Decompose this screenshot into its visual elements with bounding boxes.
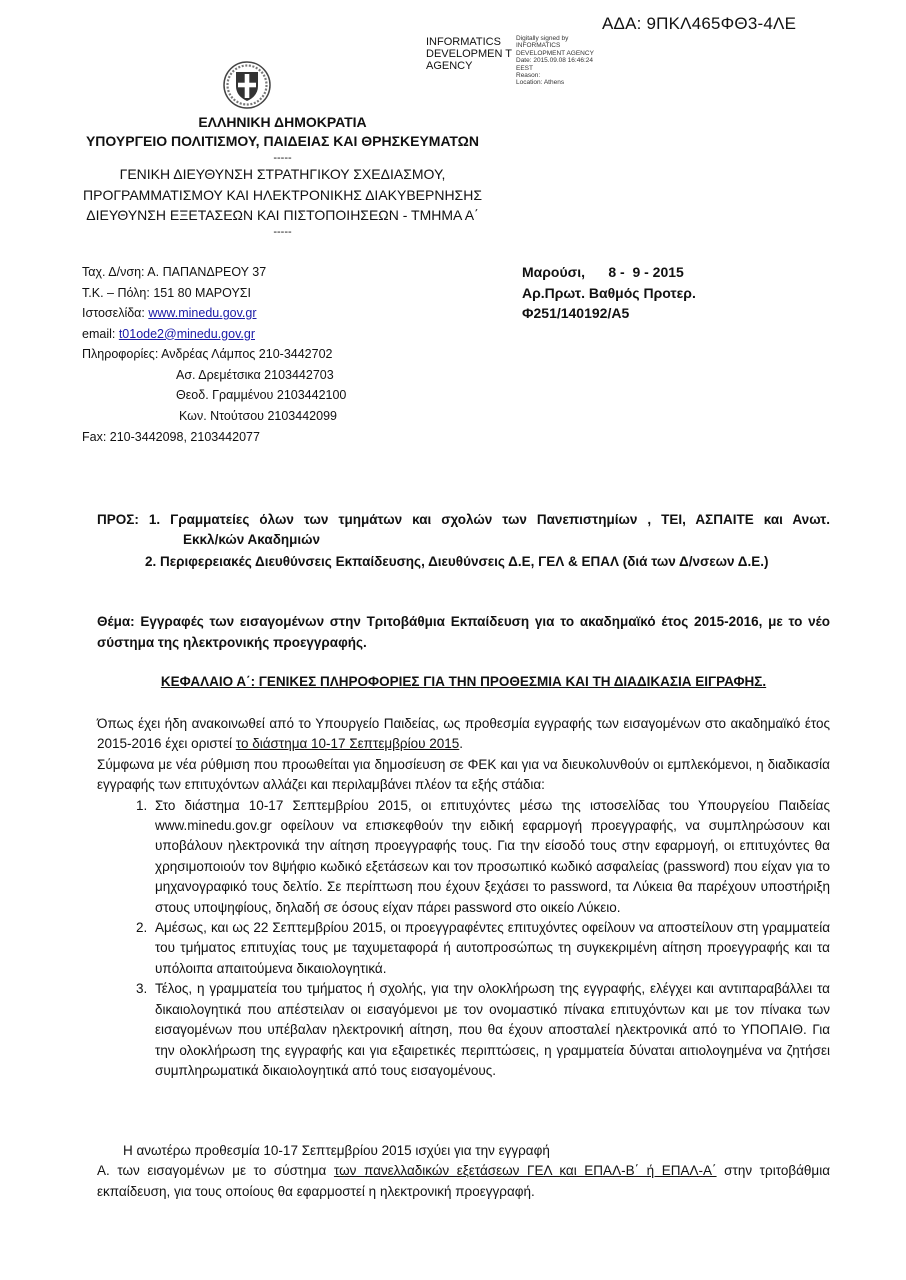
signature-agency: INFORMATICS DEVELOPMEN T AGENCY [426, 36, 512, 72]
chapter-heading: ΚΕΦΑΛΑΙΟ Α΄: ΓΕΝΙΚΕΣ ΠΛΗΡΟΦΟΡΙΕΣ ΓΙΑ ΤΗΝ ΠΡΟΘΕΣΜΙΑ ΚΑΙ ΤΗ ΔΙΑΔΙΚΑΣΙΑ ΕΙΓΡΑΦΗΣ. [160, 674, 767, 689]
sender-fax: Fax: 210-3442098, 2103442077 [82, 430, 260, 444]
protocol-label: Αρ.Πρωτ. Βαθμός Προτερ. [522, 284, 696, 301]
header-dept-line3: ΔΙΕΥΘΥΝΣΗ ΕΞΕΤΑΣΕΩΝ ΚΑΙ ΠΙΣΤΟΠΟΙΗΣΕΩΝ - ΤΜΗΜΑ Α΄ [86, 207, 479, 223]
website-label: Ιστοσελίδα: [82, 306, 149, 320]
sender-info-contact: Θεοδ. Γραμμένου 2103442100 [176, 388, 347, 402]
document-meta [522, 262, 696, 324]
signature-line: EEST [516, 64, 533, 72]
sender-info [82, 262, 346, 448]
header-separator: ----- [273, 152, 292, 164]
text-run: στην τριτοβάθμια εκπαίδευση, για τους οποίους θα εφαρμοστεί η ηλεκτρονική προεγγραφή. [97, 1163, 830, 1199]
list-item: 3. Τέλος, η γραμματεία του τμήματος ή σχολής, για την ολοκλήρωση της εγγραφής, ελέγχει και αντιπαραβάλλει τα δικαιολογητικά που απέστειλαν οι εισαγόμενοι με τον ονομαστικό πίνακα επιτυχόντων και με τον πίνακα των εισαγομένων που υπέβαλαν ηλεκτρονική αίτηση, που θα έχουν αποσταλεί ηλεκτρονικά από το ΥΠΟΠΑΙΘ. Για την ολοκλήρωση της εγγραφής και για εξαιρετικές περιπτώσεις, η γραμματεία δύναται αιτιολογημένα να ζητήσει συμπληρωματικά δικαιολογητικά από τους εισαγομένους. [151, 979, 830, 1081]
recipient-line-1b: Εκκλ/κών Ακαδημιών [183, 532, 321, 547]
steps-list [97, 796, 830, 1082]
signature-line: Reason: [516, 72, 541, 80]
greek-emblem-icon [222, 60, 272, 110]
header-republic: ΕΛΛΗΝΙΚΗ ΔΗΜΟΚΡΑΤΙΑ [198, 114, 367, 130]
text-run: Όπως έχει ήδη ανακοινωθεί από το Υπουργείο Παιδείας, ως προθεσμία εγγραφής των εισαγομένων στο ακαδημαϊκό έτος 2015-2016 έχει οριστεί [97, 716, 830, 752]
list-item: 1. Στο διάστημα 10-17 Σεπτεμβρίου 2015, οι επιτυχόντες μέσω της ιστοσελίδας του Υπουργείου Παιδείας www.minedu.gov.gr οφείλουν να επισκεφθούν την ειδική εφαρμογή προεγγραφής, να συμπληρώσουν και υποβάλουν ηλεκτρονικά την αίτηση προεγγραφής τους. Για την είσοδό τους στην εφαρμογή, οι επιτυχόντες θα χρησιμοποιούν τον 8ψήφιο κωδικό εξετάσεων και τον προσωπικό κωδικό ασφαλείας (password) που είχαν για το μηχανογραφικό τους δελτίο. Σε περίπτωση που έχουν ξεχάσει το password, τα Λύκεια θα παρέχουν υποστήριξη στους υποψηφίους, δηλαδή σε όσους είχαν πάρει password στο οικείο Λύκειο. [151, 796, 830, 918]
paragraph-new-rule: Σύμφωνα με νέα ρύθμιση που προωθείται για δημοσίευση σε ΦΕΚ και για να διευκολυνθούν οι εμπλεκόμενοι, η διαδικασία εγγραφής των επιτυχόντων αλλάζει και περιλαμβάνει πλέον τα εξής στάδια: [97, 756, 830, 793]
paragraph-deadline [97, 714, 830, 755]
signature-line: Date: 2015.09.08 16:46:24 [516, 57, 593, 65]
signature-line: INFORMATICS [516, 42, 561, 50]
ada-code: ΑΔΑ: 9ΠΚΛ465ΦΘ3-4ΛΕ [602, 14, 797, 33]
signature-details [516, 35, 616, 87]
body-text-continued [97, 1141, 830, 1202]
sender-address: Ταχ. Δ/νση: Α. ΠΑΠΑΝΔΡΕΟΥ 37 [82, 265, 267, 279]
underlined-text: των πανελλαδικών εξετάσεων ΓΕΛ και ΕΠΑΛ-Β΄ ή ΕΠΑΛ-Α΄ [333, 1163, 717, 1179]
signature-line: DEVELOPMENT AGENCY [516, 49, 594, 57]
underlined-text: το διάστημα 10-17 Σεπτεμβρίου 2015 [235, 736, 460, 752]
signature-line: Digitally signed by [516, 35, 569, 42]
text-run: Α. των εισαγομένων με το σύστημα [97, 1163, 334, 1179]
signature-line: Location: Athens [516, 79, 565, 87]
recipient-line-1: ΠΡΟΣ: 1. Γραμματείες όλων των τμημάτων και σχολών των Πανεπιστημίων , ΤΕΙ, ΑΣΠΑΙΤΕ και Ανωτ. [97, 512, 830, 527]
subject: Θέμα: Εγγραφές των εισαγομένων στην Τριτοβάθμια Εκπαίδευση για το ακαδημαϊκό έτος 2015-2016, με το νέο σύστημα της ηλεκτρονικής προεγγραφής. [97, 614, 830, 650]
sender-email [82, 324, 346, 345]
email-link[interactable]: t01ode2@minedu.gov.gr [118, 326, 255, 341]
email-label: email: [82, 326, 119, 341]
sender-website [82, 303, 346, 324]
header-separator: ----- [273, 226, 292, 238]
protocol-number: Φ251/140192/Α5 [522, 305, 630, 321]
header-dept-line2: ΠΡΟΓΡΑΜΜΑΤΙΣΜΟΥ ΚΑΙ ΗΛΕΚΤΡΟΝΙΚΗΣ ΔΙΑΚΥΒΕΡΝΗΣΗΣ [83, 187, 482, 203]
header-ministry: ΥΠΟΥΡΓΕΙΟ ΠΟΛΙΤΙΣΜΟΥ, ΠΑΙΔΕΙΑΣ ΚΑΙ ΘΡΗΣΚΕΥΜΑΤΩΝ [85, 133, 480, 149]
text-run: . [459, 736, 464, 752]
header-dept-line1: ΓΕΝΙΚΗ ΔΙΕΥΘΥΝΣΗ ΣΤΡΑΤΗΓΙΚΟΥ ΣΧΕΔΙΑΣΜΟΥ, [119, 166, 446, 182]
recipient-line-2: 2. Περιφερειακές Διευθύνσεις Εκπαίδευσης, Διευθύνσεις Δ.Ε, ΓΕΛ & ΕΠΑΛ (διά των Δ/νσεων Δ.Ε.) [145, 554, 769, 569]
paragraph-case-a [97, 1161, 830, 1202]
sender-info-contact: Πληροφορίες: Ανδρέας Λάμπος 210-3442702 [82, 347, 333, 361]
place-date: Μαρούσι, 8 - 9 - 2015 [522, 264, 684, 280]
sender-postcode: Τ.Κ. – Πόλη: 151 80 ΜΑΡΟΥΣΙ [82, 285, 251, 300]
sender-info-contact: Κων. Ντούτσου 2103442099 [179, 408, 337, 423]
website-link[interactable]: www.minedu.gov.gr [148, 306, 257, 320]
body-text [97, 714, 830, 1081]
list-item: 2. Αμέσως, και ως 22 Σεπτεμβρίου 2015, οι προεγγραφέντες επιτυχόντες οφείλουν να αποστείλουν στη γραμματεία του τμήματος επιτυχίας τους με ταχυμεταφορά ή αυτοπροσώπως τη συγκεκριμένη αίτηση προεγγραφής και τα υπόλοιπα απαιτούμενα δικαιολογητικά. [151, 918, 830, 979]
sender-info-contact: Ασ. Δρεμέτσικα 2103442703 [176, 367, 334, 382]
paragraph-validity: Η ανωτέρω προθεσμία 10-17 Σεπτεμβρίου 2015 ισχύει για την εγγραφή [123, 1143, 550, 1158]
